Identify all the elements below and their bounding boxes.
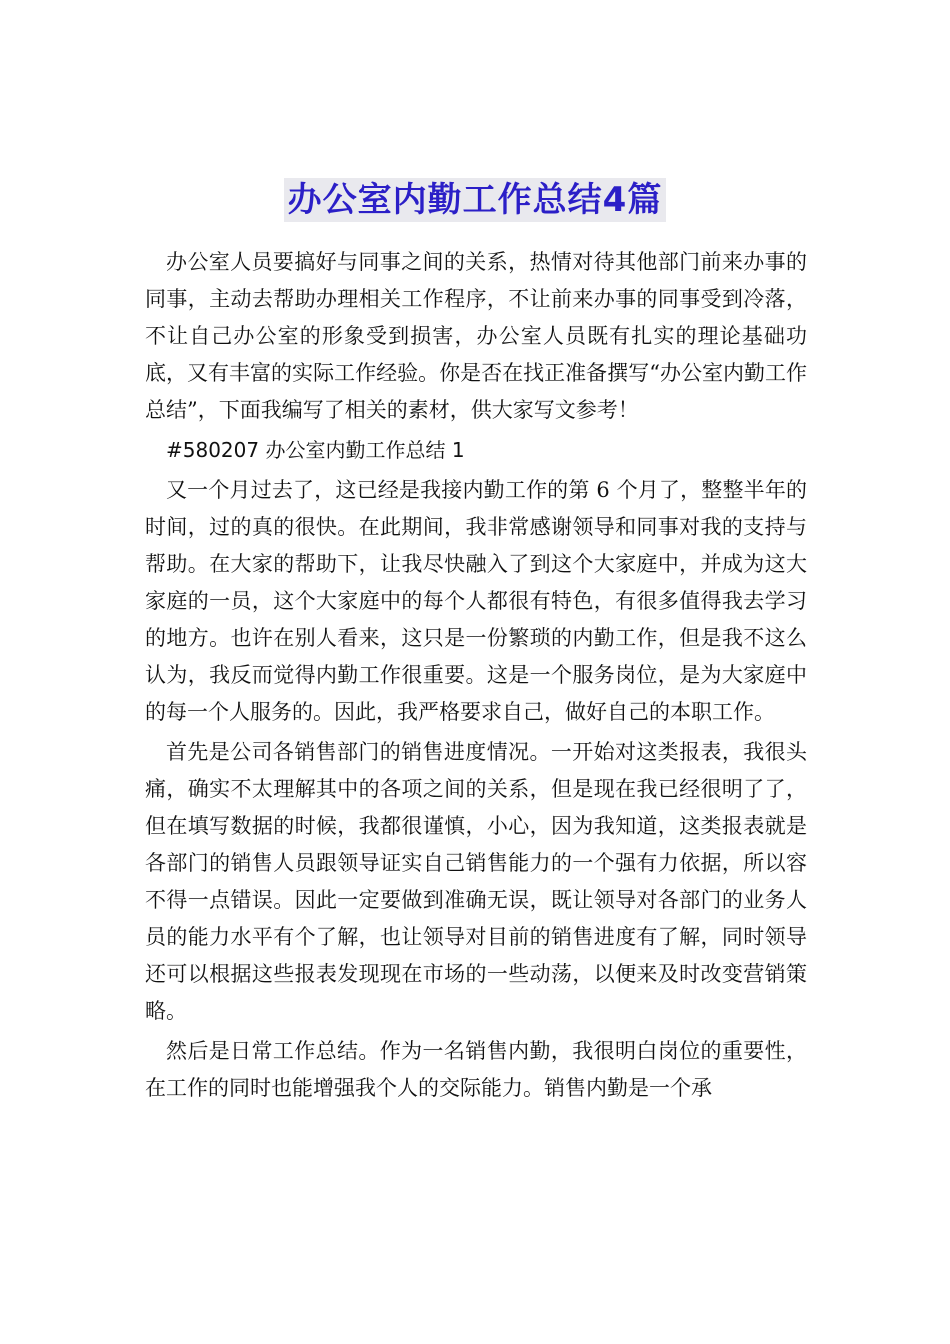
body-paragraph-2: 首先是公司各销售部门的销售进度情况。一开始对这类报表，我很头痛，确实不太理解其中的各项之间的关系，但是现在我已经很明了了，但在填写数据的时候，我都很谨慎，小心，因为我知道，这类报表就是各部门的销售人员跟领导证实自己销售能力的一个强有力依据，所以容不得一点错误。因此一定要做到准确无误，既让领导对各部门的业务人员的能力水平有个了解，也让领导对目前的销售进度有了解，同时领导还可以根据这些报表发现现在市场的一些动荡，以便来及时改变营销策略。 (145, 740, 807, 1023)
body-paragraph-3: 然后是日常工作总结。作为一名销售内勤，我很明白岗位的重要性，在工作的同时也能增强我个人的交际能力。销售内勤是一个承 (145, 1039, 807, 1100)
document-body (145, 244, 807, 1107)
document-title: 办公室内勤工作总结4篇 (284, 178, 667, 222)
section-heading: #580207 办公室内勤工作总结 1 (166, 438, 465, 462)
intro-paragraph: 办公室人员要搞好与同事之间的关系，热情对待其他部门前来办事的同事，主动去帮助办理相关工作程序，不让前来办事的同事受到冷落，不让自己办公室的形象受到损害，办公室人员既有扎实的理论基础功底，又有丰富的实际工作经验。你是否在找正准备撰写“办公室内勤工作总结”，下面我编写了相关的素材，供大家写文参考！ (145, 250, 807, 422)
title-container (0, 178, 950, 222)
body-paragraph-1: 又一个月过去了，这已经是我接内勤工作的第 6 个月了，整整半年的时间，过的真的很快。在此期间，我非常感谢领导和同事对我的支持与帮助。在大家的帮助下，让我尽快融入了到这个大家庭中，并成为这大家庭的一员，这个大家庭中的每个人都很有特色，有很多值得我去学习的地方。也许在别人看来，这只是一份繁琐的内勤工作，但是我不这么认为，我反而觉得内勤工作很重要。这是一个服务岗位，是为大家庭中的每一个人服务的。因此，我严格要求自己，做好自己的本职工作。 (145, 478, 807, 724)
